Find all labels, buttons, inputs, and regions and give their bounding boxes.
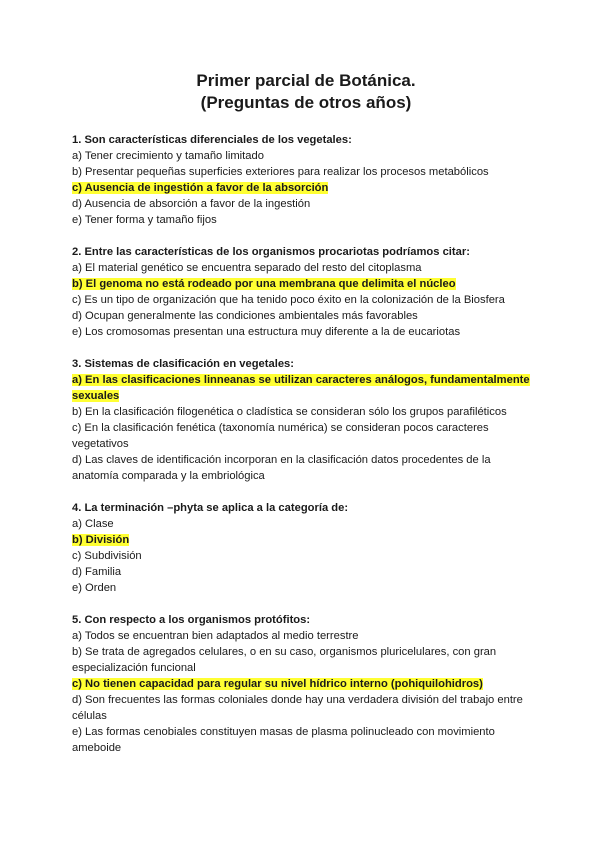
option-a-correct <box>72 372 540 404</box>
option-b-correct <box>72 276 540 292</box>
option-b-correct <box>72 532 540 548</box>
option-a: a) Todos se encuentran bien adaptados al medio terrestre <box>72 630 359 642</box>
option-d: d) Familia <box>72 566 122 578</box>
highlighted-answer: b) El genoma no está rodeado por una membrana que delimita el núcleo <box>72 278 456 290</box>
title-line-1: Primer parcial de Botánica. <box>196 71 416 90</box>
question-5 <box>72 612 540 756</box>
option-d: d) Son frecuentes las formas coloniales donde hay una verdadera división del trabajo entre células <box>72 694 523 722</box>
option-d: d) Ausencia de absorción a favor de la ingestión <box>72 198 311 210</box>
option-b: b) Presentar pequeñas superficies exteriores para realizar los procesos metabólicos <box>72 166 489 178</box>
option-c: c) En la clasificación fenética (taxonomía numérica) se consideran pocos caracteres vegetativos <box>72 422 489 450</box>
option-e: e) Tener forma y tamaño fijos <box>72 214 217 226</box>
question-3 <box>72 356 540 484</box>
option-b: b) Se trata de agregados celulares, o en su caso, organismos pluricelulares, con gran especialización funcional <box>72 646 497 674</box>
highlighted-answer: a) En las clasificaciones linneanas se utilizan caracteres análogos, fundamentalmente sexuales <box>72 374 530 402</box>
question-text: 5. Con respecto a los organismos protófitos: <box>72 614 311 626</box>
highlighted-answer: b) División <box>72 534 130 546</box>
question-text: 4. La terminación –phyta se aplica a la categoría de: <box>72 502 349 514</box>
highlighted-answer: c) Ausencia de ingestión a favor de la absorción <box>72 182 329 194</box>
title-line-2: (Preguntas de otros años) <box>200 93 412 112</box>
option-c: c) Es un tipo de organización que ha tenido poco éxito en la colonización de la Biosfera <box>72 294 505 306</box>
question-1 <box>72 132 540 228</box>
option-b: b) En la clasificación filogenética o cladística se consideran sólo los grupos parafiléticos <box>72 406 507 418</box>
option-d: d) Las claves de identificación incorporan en la clasificación datos procedentes de la anatomía comparada y la embriológica <box>72 454 491 482</box>
option-c-correct <box>72 676 540 692</box>
option-c: c) Subdivisión <box>72 550 142 562</box>
question-2 <box>72 244 540 340</box>
question-text: 1. Son características diferenciales de los vegetales: <box>72 134 352 146</box>
option-c-correct <box>72 180 540 196</box>
option-a: a) El material genético se encuentra separado del resto del citoplasma <box>72 262 422 274</box>
option-a: a) Tener crecimiento y tamaño limitado <box>72 150 264 162</box>
highlighted-answer: c) No tienen capacidad para regular su nivel hídrico interno (pohiquilohidros) <box>72 678 483 690</box>
option-e: e) Las formas cenobiales constituyen masas de plasma polinucleado con movimiento ameboide <box>72 726 495 754</box>
option-d: d) Ocupan generalmente las condiciones ambientales más favorables <box>72 310 418 322</box>
option-e: e) Los cromosomas presentan una estructura muy diferente a la de eucariotas <box>72 326 461 338</box>
question-4 <box>72 500 540 596</box>
question-text: 2. Entre las características de los organismos procariotas podríamos citar: <box>72 246 470 258</box>
option-a: a) Clase <box>72 518 114 530</box>
document-title <box>72 70 540 114</box>
question-text: 3. Sistemas de clasificación en vegetales: <box>72 358 294 370</box>
option-e: e) Orden <box>72 582 117 594</box>
